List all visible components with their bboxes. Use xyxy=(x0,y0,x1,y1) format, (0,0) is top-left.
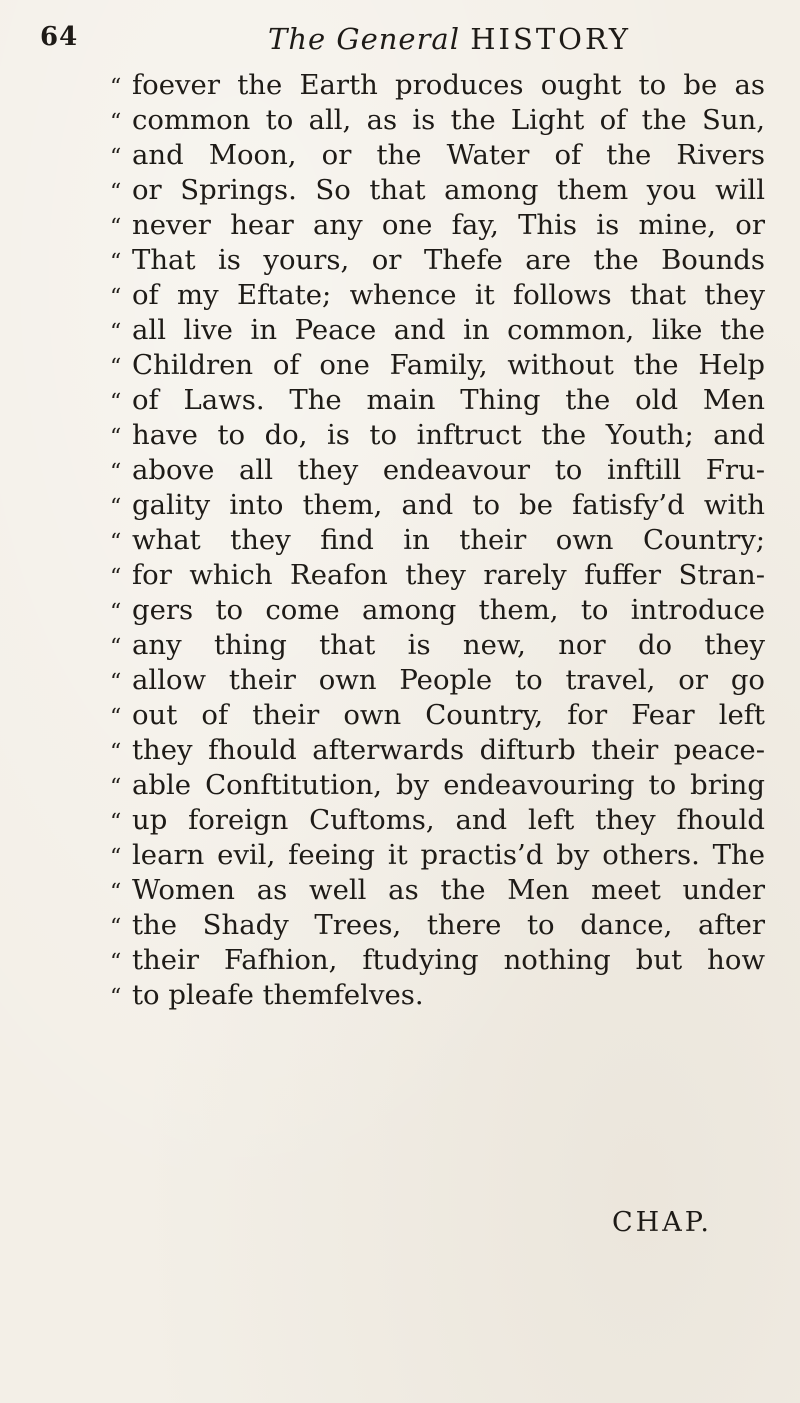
line-text: their Fafhion, ftudying nothing but how xyxy=(132,944,765,976)
line-text: foever the Earth produces ought to be as xyxy=(132,69,765,101)
line-text: of Laws. The main Thing the old Men xyxy=(132,384,765,416)
line-text: what they find in their own Country; xyxy=(132,524,765,556)
text-line xyxy=(110,628,765,663)
line-text: above all they endeavour to inftill Fru- xyxy=(132,454,765,486)
quote-mark: “ xyxy=(110,495,122,520)
quote-mark: “ xyxy=(110,565,122,590)
line-text: never hear any one fay, This is mine, or xyxy=(132,209,765,241)
text-line xyxy=(110,978,765,1013)
text-line xyxy=(110,453,765,488)
line-text: have to do, is to inftruct the Youth; and xyxy=(132,419,765,451)
text-line xyxy=(110,593,765,628)
quote-mark: “ xyxy=(110,285,122,310)
line-text: the Shady Trees, there to dance, after xyxy=(132,909,765,941)
quote-mark: “ xyxy=(110,600,122,625)
line-text: all live in Peace and in common, like the xyxy=(132,314,765,346)
quote-mark: “ xyxy=(110,775,122,800)
text-line xyxy=(110,208,765,243)
text-line xyxy=(110,803,765,838)
line-text: they fhould afterwards difturb their peace- xyxy=(132,734,765,766)
line-text: Children of one Family, without the Help xyxy=(132,349,765,381)
running-head-italic: The General xyxy=(268,22,460,56)
text-line xyxy=(110,173,765,208)
line-text: gality into them, and to be fatisfy’d with xyxy=(132,489,765,521)
line-text: That is yours, or Thefe are the Bounds xyxy=(132,244,765,276)
quote-mark: “ xyxy=(110,180,122,205)
quote-mark: “ xyxy=(110,845,122,870)
running-head-caps: HISTORY xyxy=(470,22,632,56)
text-line xyxy=(110,313,765,348)
line-text: or Springs. So that among them you will xyxy=(132,174,765,206)
text-line xyxy=(110,768,765,803)
text-line xyxy=(110,383,765,418)
line-text: and Moon, or the Water of the Rivers xyxy=(132,139,765,171)
quote-mark: “ xyxy=(110,75,122,100)
text-line xyxy=(110,68,765,103)
running-head xyxy=(268,22,631,56)
quote-mark: “ xyxy=(110,635,122,660)
text-line xyxy=(110,348,765,383)
line-text: up foreign Cuftoms, and left they fhould xyxy=(132,804,765,836)
quote-mark: “ xyxy=(110,950,122,975)
line-text: to pleafe themfelves. xyxy=(132,979,424,1011)
text-line xyxy=(110,278,765,313)
text-line xyxy=(110,418,765,453)
line-text: Women as well as the Men meet under xyxy=(132,874,765,906)
quote-mark: “ xyxy=(110,915,122,940)
text-line xyxy=(110,243,765,278)
quote-mark: “ xyxy=(110,425,122,450)
quote-mark: “ xyxy=(110,145,122,170)
quote-mark: “ xyxy=(110,530,122,555)
text-line xyxy=(110,943,765,978)
text-line xyxy=(110,908,765,943)
quote-mark: “ xyxy=(110,740,122,765)
quote-mark: “ xyxy=(110,110,122,135)
quote-mark: “ xyxy=(110,320,122,345)
quote-mark: “ xyxy=(110,460,122,485)
text-line xyxy=(110,873,765,908)
text-line xyxy=(110,733,765,768)
line-text: common to all, as is the Light of the Sun, xyxy=(132,104,765,136)
quote-mark: “ xyxy=(110,250,122,275)
line-text: gers to come among them, to introduce xyxy=(132,594,765,626)
catchword: CHAP. xyxy=(612,1207,712,1238)
text-line xyxy=(110,138,765,173)
quote-mark: “ xyxy=(110,810,122,835)
text-line xyxy=(110,523,765,558)
quote-mark: “ xyxy=(110,390,122,415)
quote-mark: “ xyxy=(110,705,122,730)
quote-mark: “ xyxy=(110,670,122,695)
text-line xyxy=(110,558,765,593)
text-line xyxy=(110,103,765,138)
page-header xyxy=(0,20,800,64)
page-number: 64 xyxy=(40,22,79,52)
line-text: learn evil, feeing it practis’d by others. The xyxy=(132,839,765,871)
line-text: for which Reafon they rarely fuffer Stran- xyxy=(132,559,765,591)
line-text: out of their own Country, for Fear left xyxy=(132,699,765,731)
text-line xyxy=(110,838,765,873)
text-line xyxy=(110,488,765,523)
text-line xyxy=(110,663,765,698)
line-text: able Conftitution, by endeavouring to bring xyxy=(132,769,765,801)
quote-mark: “ xyxy=(110,985,122,1010)
line-text: of my Eftate; whence it follows that they xyxy=(132,279,765,311)
line-text: allow their own People to travel, or go xyxy=(132,664,765,696)
body-text xyxy=(110,68,765,1013)
text-line xyxy=(110,698,765,733)
line-text: any thing that is new, nor do they xyxy=(132,629,765,661)
quote-mark: “ xyxy=(110,215,122,240)
quote-mark: “ xyxy=(110,355,122,380)
quote-mark: “ xyxy=(110,880,122,905)
